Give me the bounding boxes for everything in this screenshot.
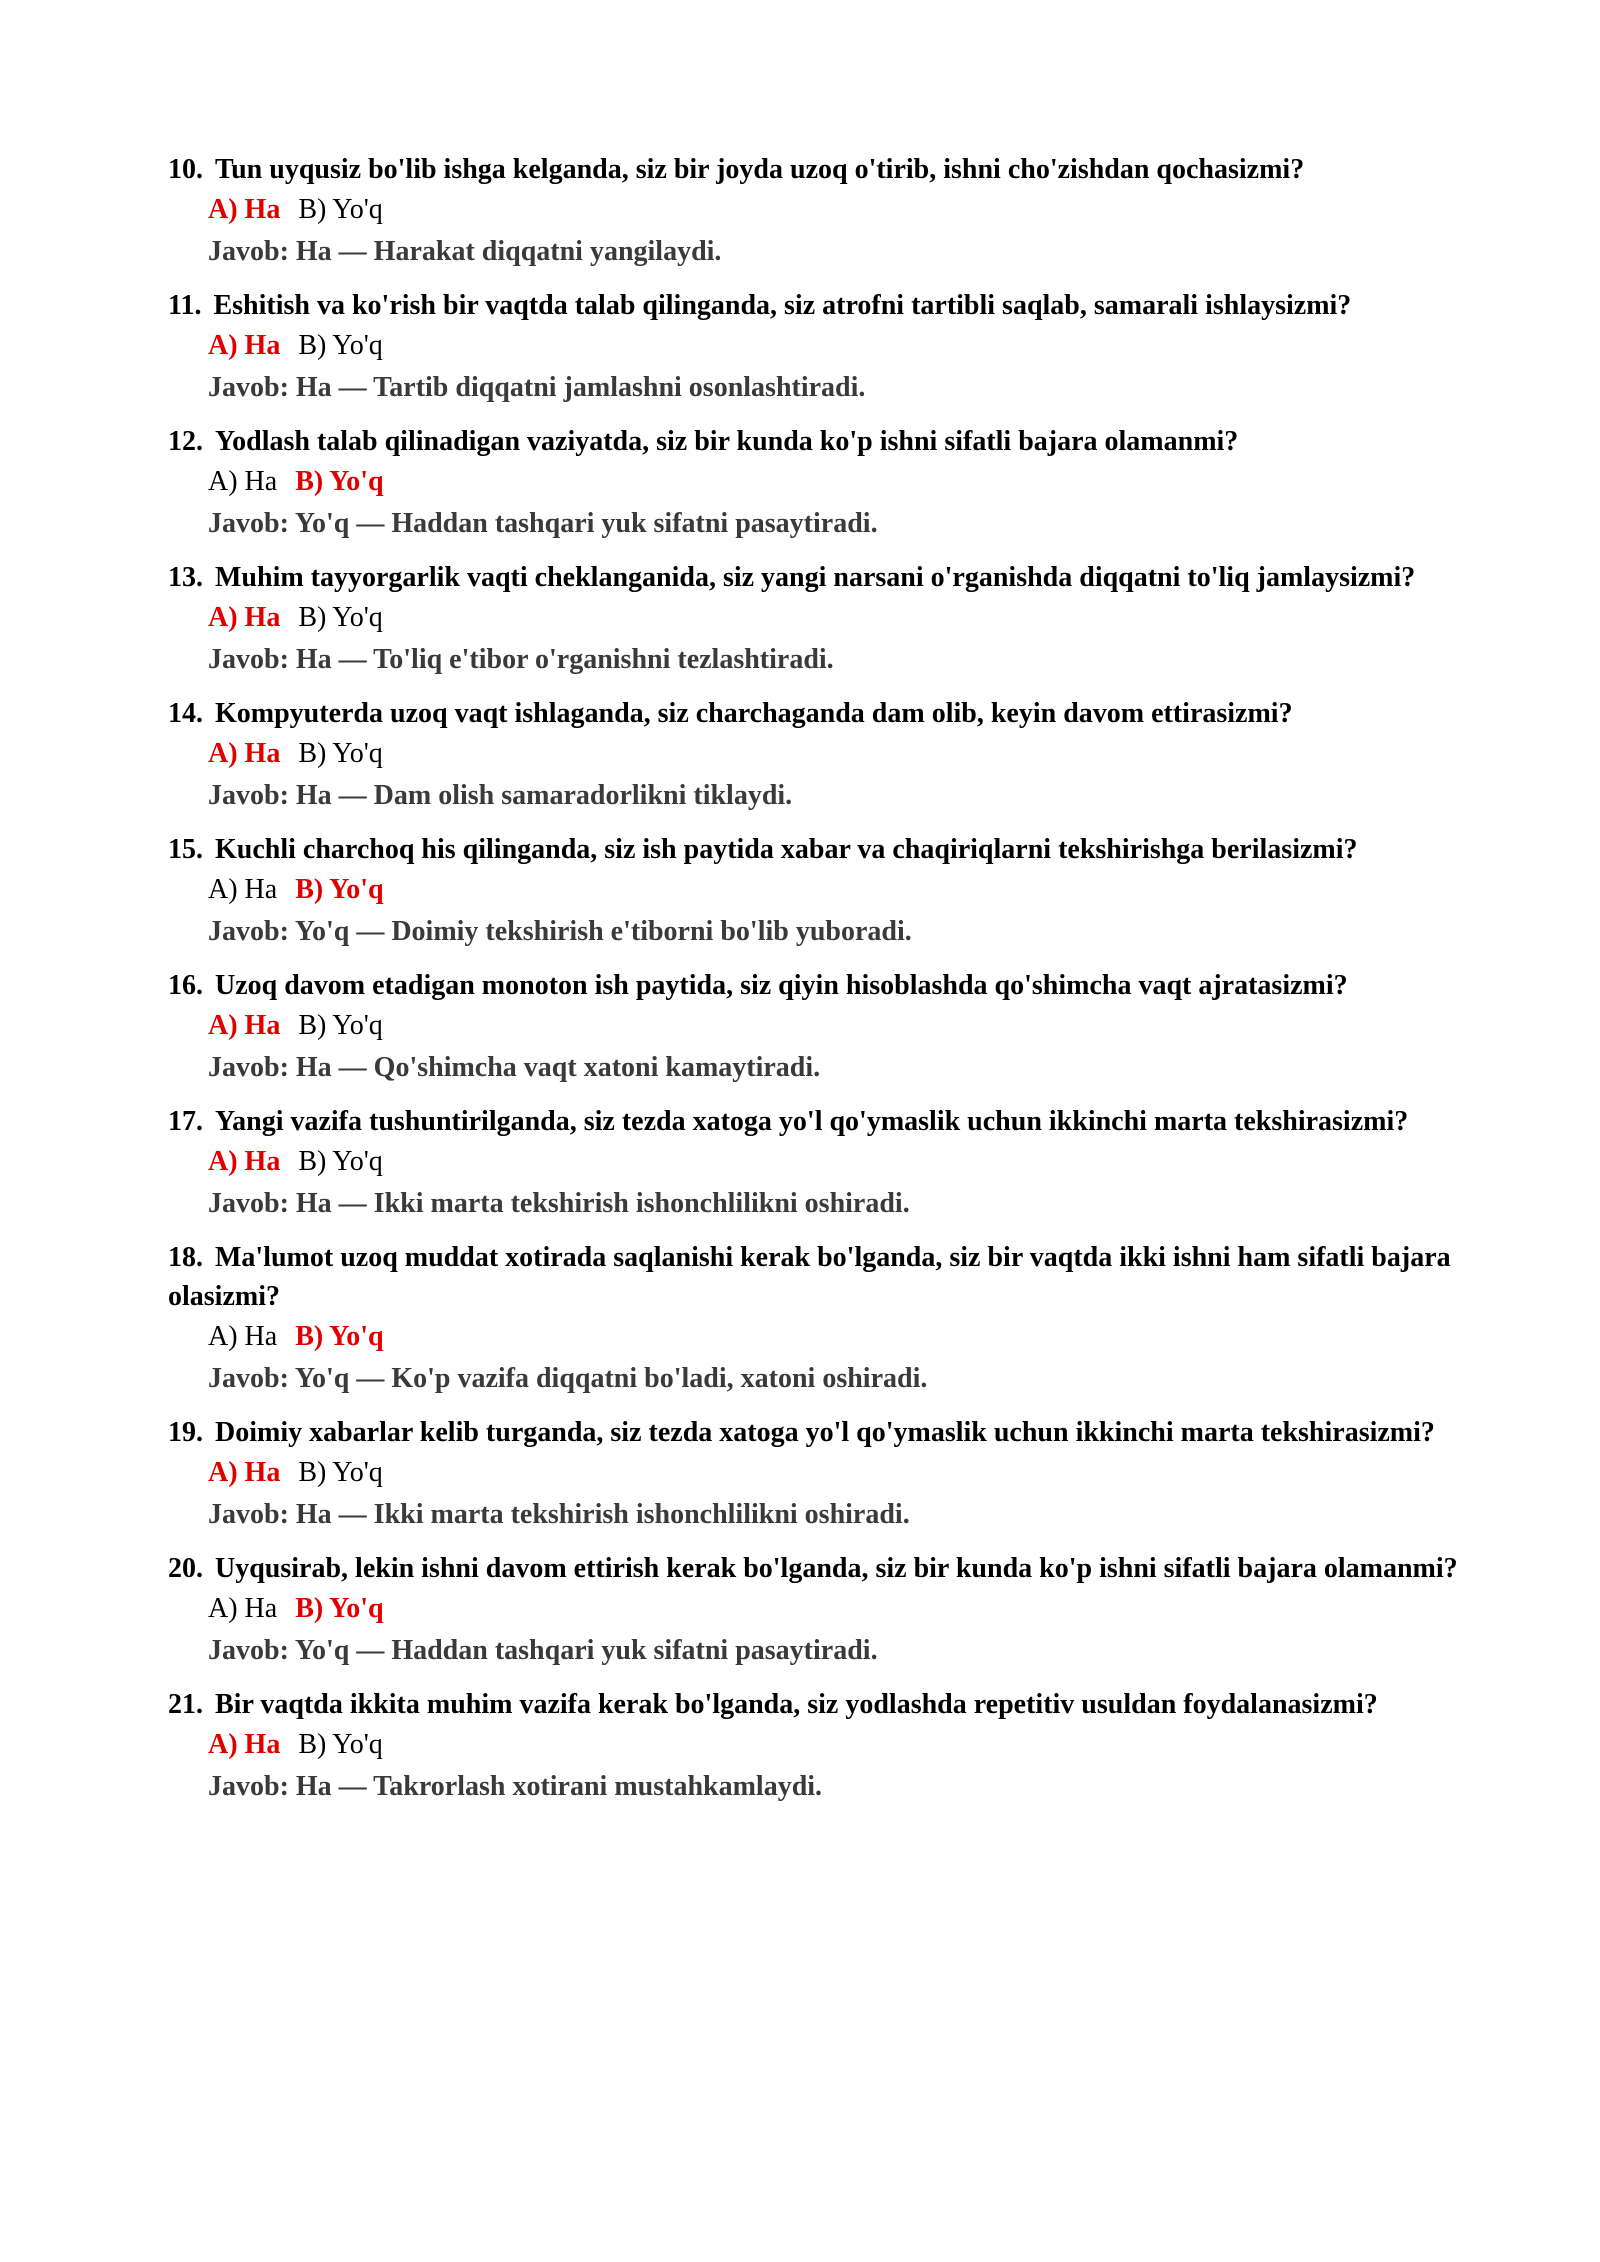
question-body: Bir vaqtda ikkita muhim vazifa kerak bo'lganda, siz yodlashda repetitiv usuldan foydalanasizmi?	[215, 1689, 1378, 1720]
option-b: B) Yo'q	[298, 1729, 383, 1760]
question-body: Uyqusirab, lekin ishni davom ettirish kerak bo'lganda, siz bir kunda ko'p ishni sifatli bajara olamanmi?	[215, 1553, 1458, 1584]
answer-options	[208, 597, 1458, 639]
answer-explanation: Javob: Ha — Tartib diqqatni jamlashni osonlashtiradi.	[208, 372, 866, 403]
option-a: A) Ha	[208, 1321, 278, 1352]
option-a: A) Ha	[208, 1457, 281, 1488]
option-a: A) Ha	[208, 1593, 278, 1624]
question-body: Kuchli charchoq his qilinganda, siz ish paytida xabar va chaqiriqlarni tekshirishga berilasizmi?	[215, 834, 1358, 865]
question-body: Eshitish va ko'rish bir vaqtda talab qilinganda, siz atrofni tartibli saqlab, samarali ishlaysizmi?	[213, 290, 1352, 321]
question-number: 15.	[168, 834, 203, 865]
question-item	[168, 966, 1458, 1089]
answer-options	[208, 461, 1458, 503]
question-body: Uzoq davom etadigan monoton ish paytida, siz qiyin hisoblashda qo'shimcha vaqt ajratasizmi?	[215, 970, 1348, 1001]
question-number: 18.	[168, 1242, 203, 1273]
answer-options	[208, 1005, 1458, 1047]
option-b: B) Yo'q	[295, 1321, 384, 1352]
question-body: Tun uyqusiz bo'lib ishga kelganda, siz bir joyda uzoq o'tirib, ishni cho'zishdan qochasizmi?	[215, 154, 1305, 185]
question-item	[168, 286, 1458, 409]
option-a: A) Ha	[208, 1146, 281, 1177]
option-b: B) Yo'q	[295, 1593, 384, 1624]
question-text	[168, 694, 1458, 733]
question-number: 17.	[168, 1106, 203, 1137]
question-number: 20.	[168, 1553, 203, 1584]
option-b: B) Yo'q	[298, 1146, 383, 1177]
answer-explanation: Javob: Ha — Qo'shimcha vaqt xatoni kamaytiradi.	[208, 1052, 821, 1083]
question-body: Doimiy xabarlar kelib turganda, siz tezda xatoga yo'l qo'ymaslik uchun ikkinchi marta tekshirasizmi?	[215, 1417, 1435, 1448]
answer-options	[208, 189, 1458, 231]
question-body: Kompyuterda uzoq vaqt ishlaganda, siz charchaganda dam olib, keyin davom ettirasizmi?	[215, 698, 1293, 729]
question-text	[168, 1102, 1458, 1141]
answer-explanation: Javob: Yo'q — Haddan tashqari yuk sifatni pasaytiradi.	[208, 508, 878, 539]
question-item	[168, 694, 1458, 817]
answer-options	[208, 869, 1458, 911]
option-a: A) Ha	[208, 466, 278, 497]
option-a: A) Ha	[208, 1010, 281, 1041]
answer-options	[208, 1724, 1458, 1766]
question-item	[168, 830, 1458, 953]
question-body: Yangi vazifa tushuntirilganda, siz tezda xatoga yo'l qo'ymaslik uchun ikkinchi marta tekshirasizmi?	[215, 1106, 1409, 1137]
question-item	[168, 1685, 1458, 1808]
option-a: A) Ha	[208, 738, 281, 769]
question-text	[168, 1549, 1458, 1588]
question-text	[168, 966, 1458, 1005]
question-text	[168, 1238, 1458, 1316]
question-body: Yodlash talab qilinadigan vaziyatda, siz bir kunda ko'p ishni sifatli bajara olamanmi?	[215, 426, 1239, 457]
question-number: 11.	[168, 290, 202, 321]
answer-explanation: Javob: Ha — Dam olish samaradorlikni tiklaydi.	[208, 780, 793, 811]
answer-options	[208, 1452, 1458, 1494]
answer-options	[208, 1141, 1458, 1183]
option-b: B) Yo'q	[298, 194, 383, 225]
answer-explanation: Javob: Yo'q — Doimiy tekshirish e'tiborni bo'lib yuboradi.	[208, 916, 912, 947]
question-number: 21.	[168, 1689, 203, 1720]
question-text	[168, 286, 1458, 325]
question-item	[168, 422, 1458, 545]
question-text	[168, 1685, 1458, 1724]
option-b: B) Yo'q	[298, 1457, 383, 1488]
option-a: A) Ha	[208, 602, 281, 633]
question-item	[168, 1549, 1458, 1672]
answer-options	[208, 1588, 1458, 1630]
answer-explanation: Javob: Yo'q — Ko'p vazifa diqqatni bo'ladi, xatoni oshiradi.	[208, 1363, 928, 1394]
option-b: B) Yo'q	[298, 602, 383, 633]
option-a: A) Ha	[208, 330, 281, 361]
question-number: 16.	[168, 970, 203, 1001]
answer-explanation: Javob: Ha — To'liq e'tibor o'rganishni tezlashtiradi.	[208, 644, 834, 675]
question-text	[168, 830, 1458, 869]
question-text	[168, 422, 1458, 461]
question-item	[168, 1238, 1458, 1400]
option-b: B) Yo'q	[295, 466, 384, 497]
option-a: A) Ha	[208, 874, 278, 905]
answer-explanation: Javob: Yo'q — Haddan tashqari yuk sifatni pasaytiradi.	[208, 1635, 878, 1666]
option-a: A) Ha	[208, 1729, 281, 1760]
question-text	[168, 150, 1458, 189]
option-b: B) Yo'q	[298, 738, 383, 769]
question-text	[168, 558, 1458, 597]
option-b: B) Yo'q	[298, 330, 383, 361]
question-number: 12.	[168, 426, 203, 457]
option-b: B) Yo'q	[295, 874, 384, 905]
question-item	[168, 558, 1458, 681]
option-a: A) Ha	[208, 194, 281, 225]
option-b: B) Yo'q	[298, 1010, 383, 1041]
answer-explanation: Javob: Ha — Ikki marta tekshirish ishonchlilikni oshiradi.	[208, 1499, 910, 1530]
answer-options	[208, 1316, 1458, 1358]
answer-explanation: Javob: Ha — Takrorlash xotirani mustahkamlaydi.	[208, 1771, 823, 1802]
question-body: Ma'lumot uzoq muddat xotirada saqlanishi kerak bo'lganda, siz bir vaqtda ikki ishni ham sifatli bajara olasizmi?	[168, 1242, 1451, 1312]
answer-explanation: Javob: Ha — Ikki marta tekshirish ishonchlilikni oshiradi.	[208, 1188, 910, 1219]
question-item	[168, 150, 1458, 273]
question-number: 13.	[168, 562, 203, 593]
question-number: 19.	[168, 1417, 203, 1448]
question-text	[168, 1413, 1458, 1452]
answer-options	[208, 325, 1458, 367]
question-item	[168, 1102, 1458, 1225]
question-number: 10.	[168, 154, 203, 185]
question-list	[168, 150, 1458, 1821]
answer-explanation: Javob: Ha — Harakat diqqatni yangilaydi.	[208, 236, 722, 267]
question-number: 14.	[168, 698, 203, 729]
answer-options	[208, 733, 1458, 775]
question-body: Muhim tayyorgarlik vaqti cheklanganida, siz yangi narsani o'rganishda diqqatni to'liq jamlaysizmi?	[215, 562, 1416, 593]
question-item	[168, 1413, 1458, 1536]
